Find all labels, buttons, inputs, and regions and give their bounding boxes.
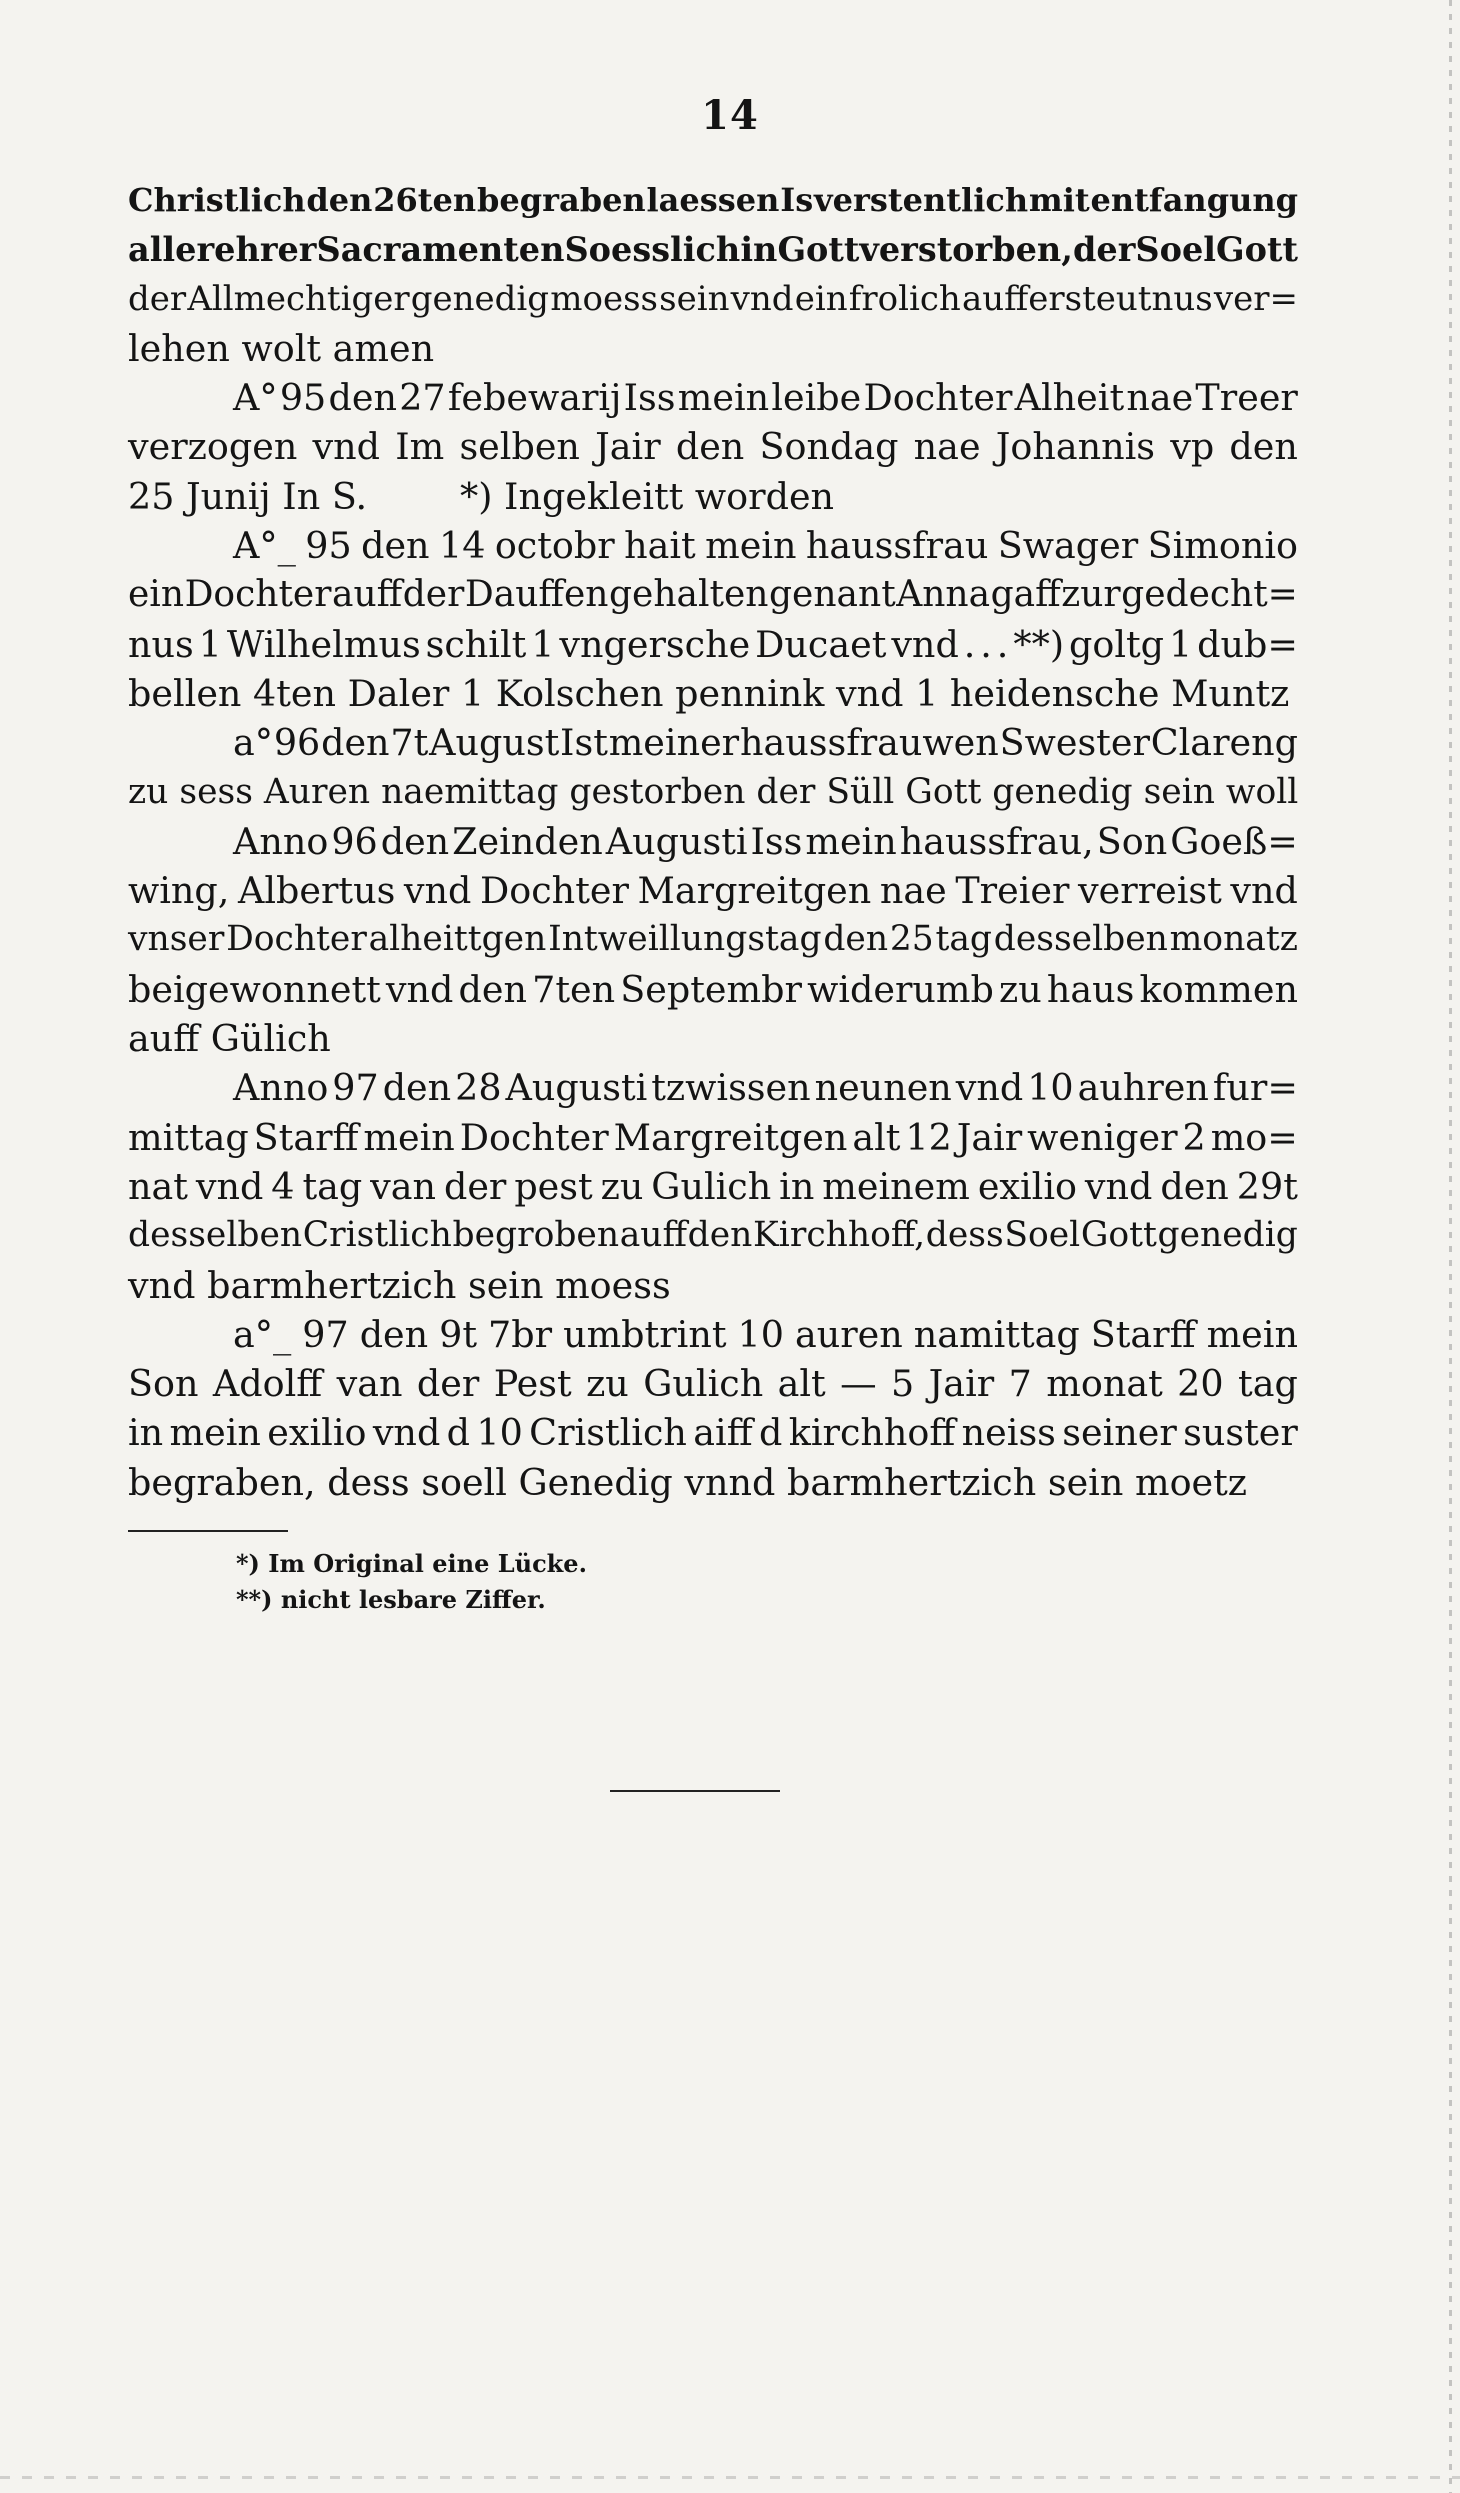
scan-edge-bottom: [0, 2476, 1460, 2479]
text-line: verzogen vnd Im selben Jair den Sondag nae Johannis vp den: [128, 425, 1298, 469]
text-line: mittag Starff mein Dochter Margreitgen alt 12 Jair weniger 2 mo=: [128, 1115, 1298, 1159]
text-line: ein Dochter auff der Dauffen gehalten genant Anna gaff zur gedecht=: [128, 574, 1298, 616]
footnote-2: **) nicht lesbare Ziffer.: [236, 1585, 546, 1614]
text-line: auff Gülich: [128, 1017, 331, 1061]
text-line: vnser Dochter alheittgen Intweillungstag den 25 tag desselben monatz: [128, 919, 1298, 960]
page-number: 14: [701, 92, 759, 139]
text-line: Anno 96 den Zeinden Augusti Iss mein haussfrau, Son Goeß=: [233, 819, 1298, 863]
text-line: Anno 97 den 28 Augusti tzwissen neunen vnd 10 auhren fur=: [233, 1066, 1298, 1110]
text-line: der Allmechtiger genedig moess sein vnd ein frolich auffersteutnus ver=: [128, 278, 1298, 319]
footnote-divider: [128, 1530, 288, 1532]
text-line: A°_ 95 den 14 octobr hait mein haussfrau Swager Simonio: [233, 524, 1298, 568]
footnotes: [236, 1546, 587, 1618]
text-line: nus 1 Wilhelmus schilt 1 vngersche Ducaet vnd . . . **) goltg 1 dub=: [128, 622, 1298, 666]
text-line: desselben Cristlich begroben auff den Kirchhoff, dess Soel Gott genedig: [128, 1215, 1298, 1256]
text-line: vnd barmhertzich sein moess: [128, 1263, 671, 1307]
text-line: A° 95 den 27 febewarij Iss mein leibe Dochter Alheit nae Treer: [233, 376, 1298, 420]
text-line: aller ehrer Sacramenten Soesslich in Gott verstorben, der Soel Gott: [128, 230, 1298, 270]
end-divider: [610, 1790, 780, 1792]
text-line: beigewonnett vnd den 7ten Septembr widerumb zu haus kommen: [128, 967, 1298, 1011]
text-line: bellen 4ten Daler 1 Kolschen pennink vnd 1 heidensche Muntz: [128, 671, 1290, 715]
text-line: lehen wolt amen: [128, 326, 435, 370]
text-line: Christlich den 26ten begraben laessen Is verstentlich mit entfangung: [128, 181, 1298, 219]
text-line: Son Adolff van der Pest zu Gulich alt — 5 Jair 7 monat 20 tag: [128, 1362, 1298, 1406]
text-line: a° 96 den 7t August Ist meiner haussfrauwen Swester Clareng: [233, 721, 1298, 765]
text-line: 25 Junij In S. *) Ingekleitt worden: [128, 474, 835, 518]
scan-edge-right: [1449, 0, 1452, 2493]
footnote-1: *) Im Original eine Lücke.: [236, 1549, 587, 1578]
text-line: begraben, dess soell Genedig vnnd barmhertzich sein moetz: [128, 1460, 1248, 1504]
text-line: nat vnd 4 tag van der pest zu Gulich in meinem exilio vnd den 29t: [128, 1164, 1298, 1208]
text-line: wing, Albertus vnd Dochter Margreitgen nae Treier verreist vnd: [128, 869, 1298, 913]
text-line: a°_ 97 den 9t 7br umbtrint 10 auren namittag Starff mein: [233, 1312, 1298, 1356]
text-line: zu sess Auren naemittag gestorben der Süll Gott genedig sein woll: [128, 771, 1299, 812]
main-text-block: [128, 176, 1298, 1507]
text-line: in mein exilio vnd d 10 Cristlich aiff d kirchhoff neiss seiner suster: [128, 1411, 1298, 1455]
